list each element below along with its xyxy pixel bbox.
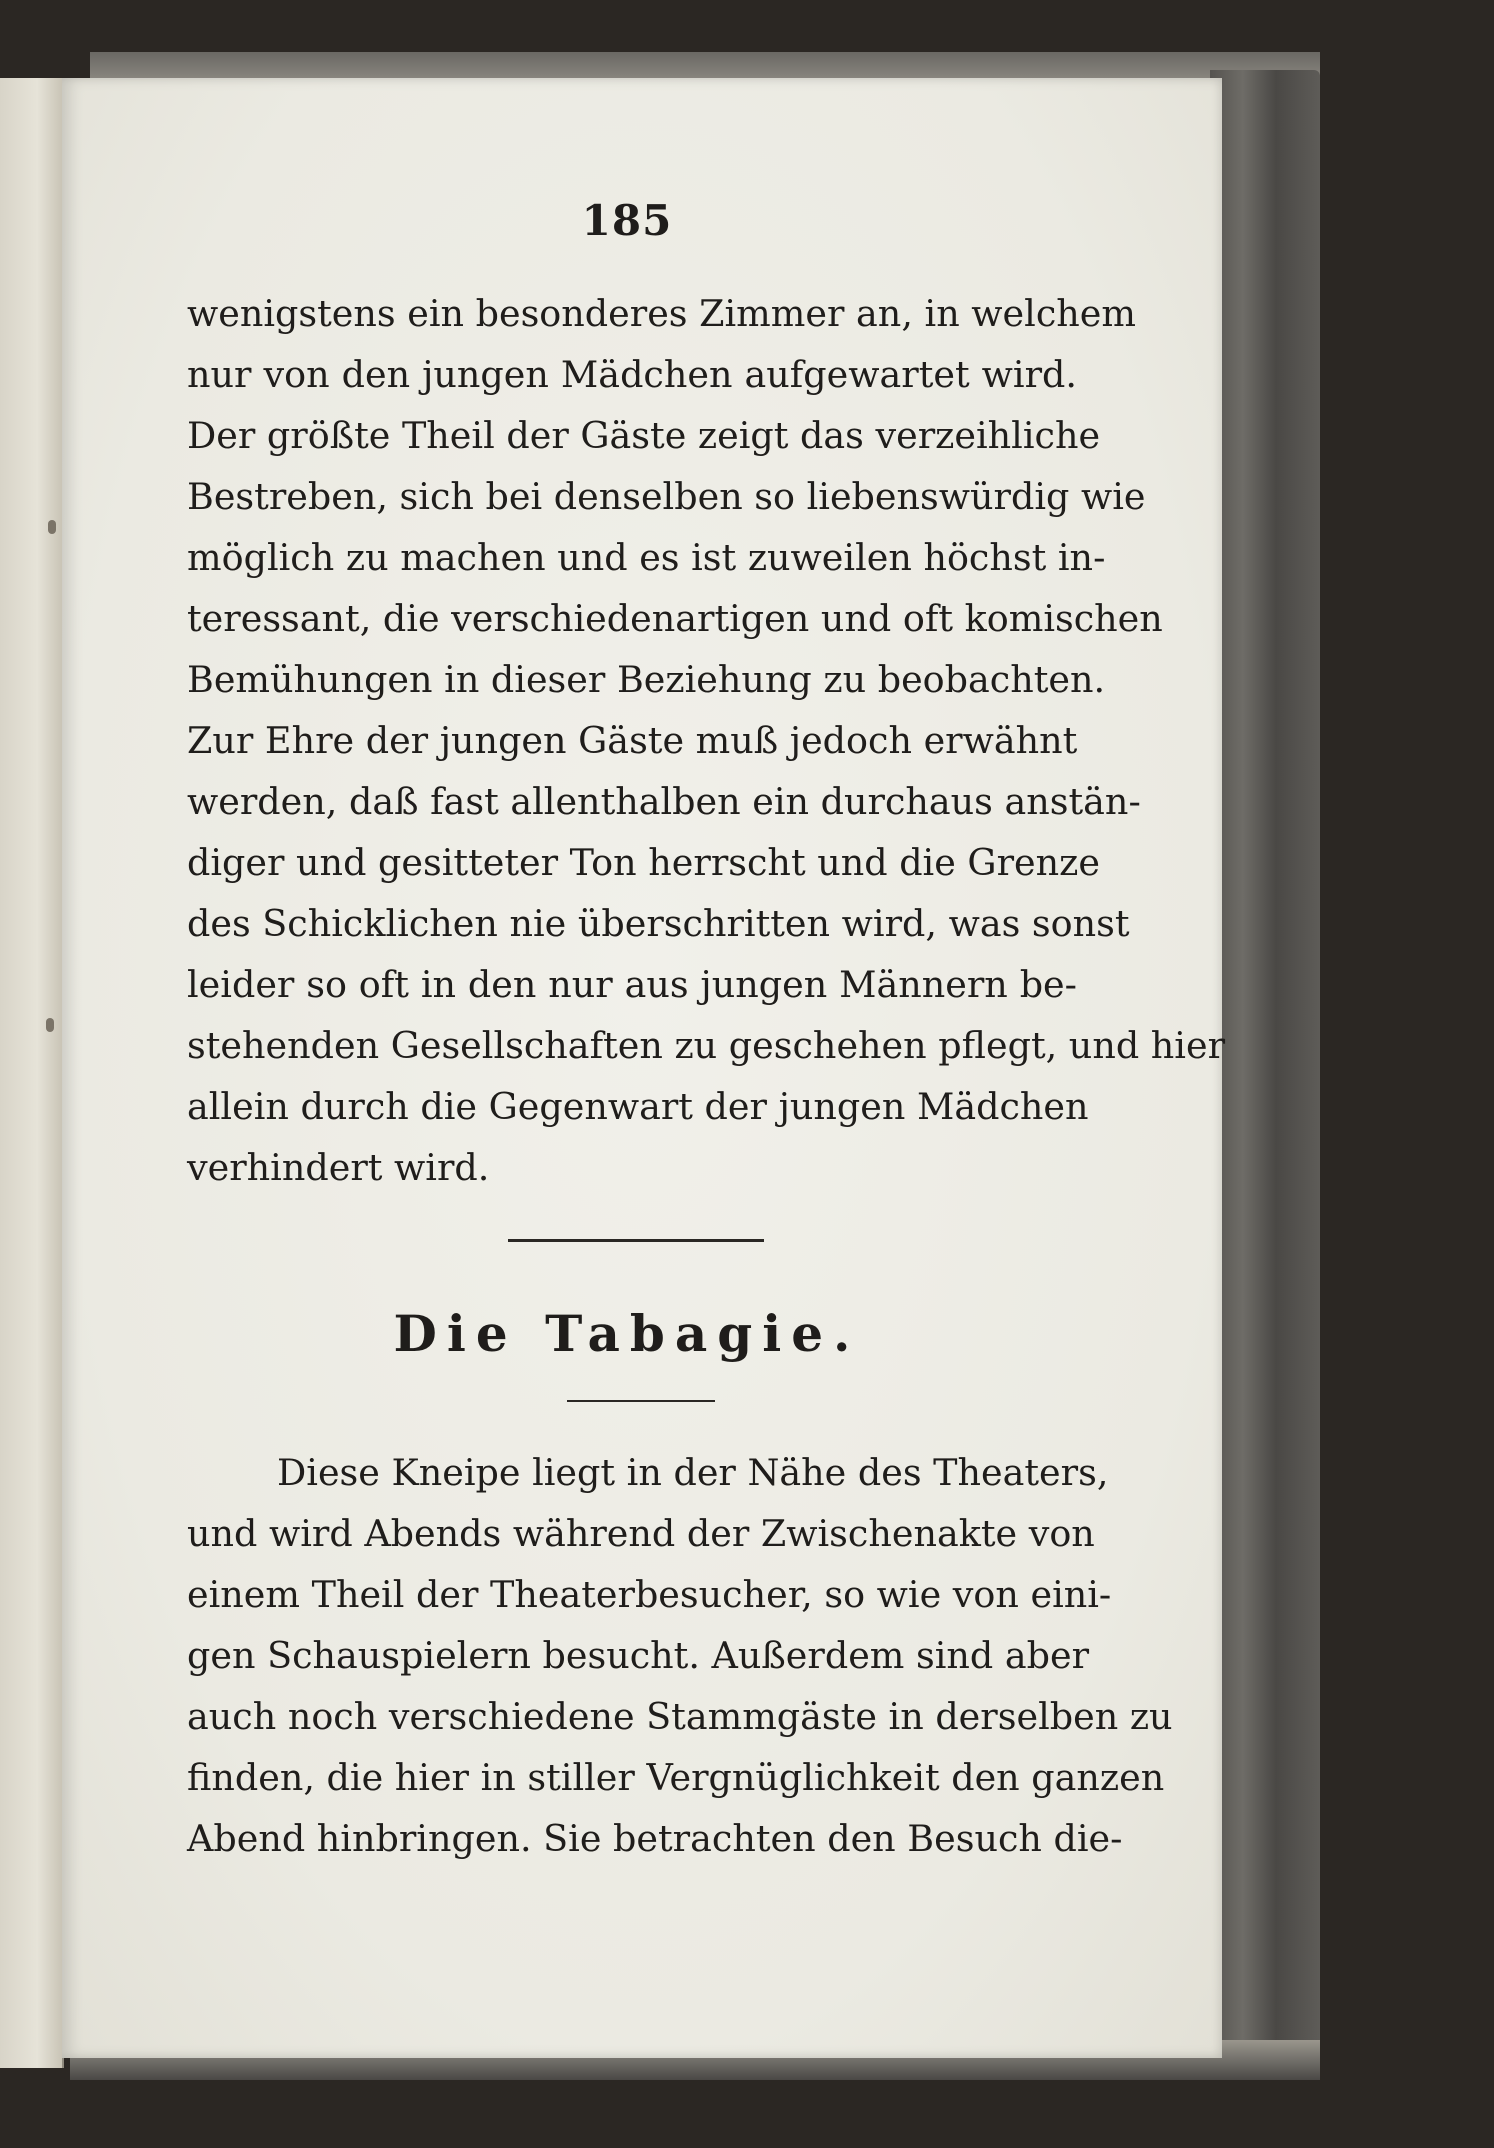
section-divider-top [508, 1239, 764, 1242]
section-divider-bottom [567, 1400, 715, 1402]
text-line: gen Schauspielern besucht. Außerdem sind aber [187, 1634, 1090, 1677]
text-line: teressant, die verschiedenartigen und oft komischen [187, 597, 1163, 640]
binding-thread-mark [46, 1018, 54, 1032]
text-line: Bemühungen in dieser Beziehung zu beobachten. [187, 658, 1106, 701]
text-line: wenigstens ein besonderes Zimmer an, in welchem [187, 292, 1136, 335]
text-line: nur von den jungen Mädchen aufgewartet wird. [187, 353, 1077, 396]
section-title: Die Tabagie. [393, 1304, 861, 1363]
previous-page-edge [0, 78, 64, 2068]
text-line: verhindert wird. [187, 1146, 490, 1189]
text-line: Zur Ehre der jungen Gäste muß jedoch erwähnt [187, 719, 1078, 762]
text-line: Bestreben, sich bei denselben so liebenswürdig wie [187, 475, 1146, 518]
text-line: und wird Abends während der Zwischenakte von [187, 1512, 1095, 1555]
text-line: Der größte Theil der Gäste zeigt das verzeihliche [187, 414, 1101, 457]
binding-thread-mark [48, 520, 56, 534]
text-line: diger und gesitteter Ton herrscht und die Grenze [187, 841, 1100, 884]
page-number: 185 [581, 196, 673, 245]
text-line: einem Theil der Theaterbesucher, so wie von eini- [187, 1573, 1112, 1616]
text-line: auch noch verschiedene Stammgäste in derselben zu [187, 1695, 1173, 1738]
text-line: des Schicklichen nie überschritten wird, was sonst [187, 902, 1130, 945]
book-page [62, 78, 1226, 2058]
text-line: finden, die hier in stiller Vergnüglichkeit den ganzen [187, 1756, 1165, 1799]
text-line: werden, daß fast allenthalben ein durchaus anstän- [187, 780, 1141, 823]
text-line: allein durch die Gegenwart der jungen Mädchen [187, 1085, 1089, 1128]
text-line: Diese Kneipe liegt in der Nähe des Theaters, [277, 1451, 1109, 1494]
book-cover-side-edge [1210, 70, 1320, 2070]
text-line: stehenden Gesellschaften zu geschehen pflegt, und hier [187, 1024, 1226, 1067]
text-line: leider so oft in den nur aus jungen Männern be- [187, 963, 1077, 1006]
text-line: möglich zu machen und es ist zuweilen höchst in- [187, 536, 1106, 579]
text-line: Abend hinbringen. Sie betrachten den Besuch die- [187, 1817, 1123, 1860]
